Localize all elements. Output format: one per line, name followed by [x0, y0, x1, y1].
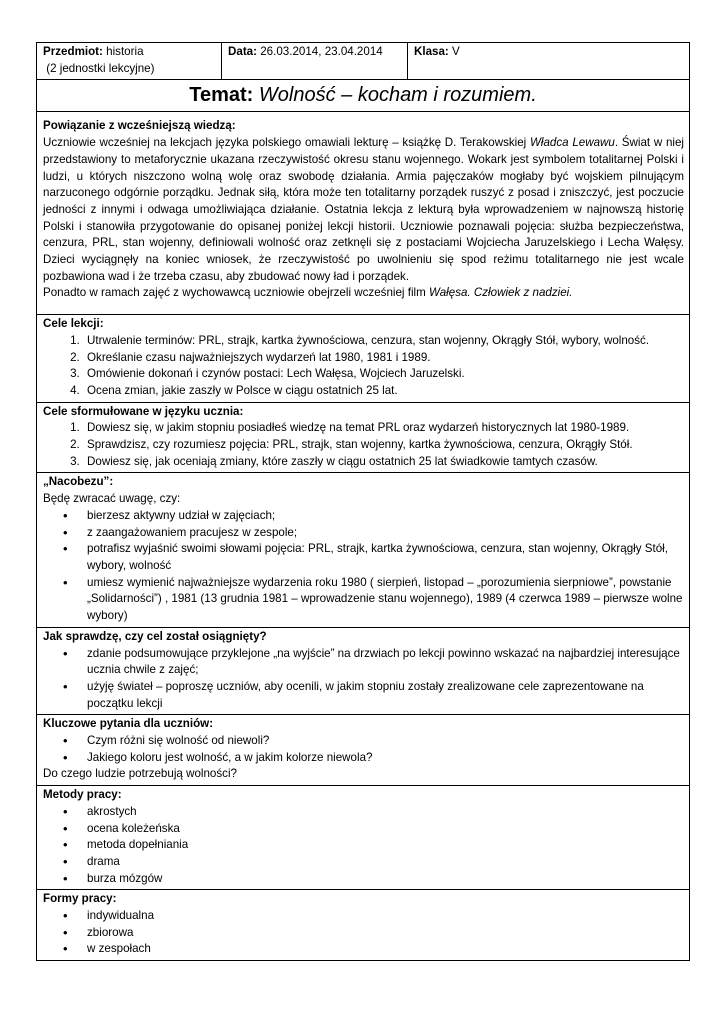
- form-item: • w zespołach: [87, 941, 684, 958]
- goals-heading: Cele lekcji:: [43, 317, 104, 331]
- topic-row: [37, 80, 690, 112]
- key-questions-row: [37, 715, 690, 786]
- forms-heading: Formy pracy:: [43, 892, 117, 906]
- nacobezu-item: • potrafisz wyjaśnić swoimi słowami pojęcia: PRL, strajk, kartka żywnościowa, cenzura, stan wojenny, Okrągły Stół, wybory, wolność: [87, 541, 684, 574]
- subject-value: historia: [106, 45, 144, 58]
- topic-title: Wolność – kocham i rozumiem.: [258, 84, 537, 107]
- methods-row: [37, 786, 690, 890]
- student-goal-item: 2. Sprawdzisz, czy rozumiesz pojęcia: PRL, strajk, stan wojenny, kartka żywnościowa, cenzura, Okrągły Stół.: [83, 437, 684, 454]
- key-question-extra: Do czego ludzie potrzebują wolności?: [43, 767, 237, 781]
- student-goal-item: 1. Dowiesz się, w jakim stopniu posiadłeś wiedzę na temat PRL oraz wydarzeń historycznych lat 1980-1989.: [83, 420, 684, 437]
- key-question-item: • Jakiego koloru jest wolność, a w jakim kolorze niewola?: [87, 750, 684, 767]
- methods-heading: Metody pracy:: [43, 788, 122, 802]
- class-label: Klasa:: [414, 45, 449, 58]
- key-questions-list: [43, 733, 684, 766]
- method-item: • akrostych: [87, 804, 684, 821]
- lesson-plan-table: [36, 42, 690, 961]
- connection-paragraph-1: [43, 135, 684, 285]
- nacobezu-intro: Będę zwracać uwagę, czy:: [43, 492, 181, 506]
- check-cell: [37, 627, 690, 715]
- class-value: V: [452, 45, 460, 58]
- methods-list: [43, 804, 684, 888]
- topic-label: Temat:: [189, 84, 254, 107]
- lesson-plan: [36, 42, 689, 961]
- goal-item: 4. Ocena zmian, jakie zaszły w Polsce w ciągu ostatnich 25 lat.: [83, 383, 684, 400]
- date-value: 26.03.2014, 23.04.2014: [260, 45, 383, 58]
- nacobezu-cell: [37, 473, 690, 627]
- goal-item: 3. Omówienie dokonań i czynów postaci: Lech Wałęsa, Wojciech Jaruzelski.: [83, 366, 684, 383]
- nacobezu-list: [43, 508, 684, 625]
- key-questions-heading: Kluczowe pytania dla uczniów:: [43, 717, 214, 731]
- goal-item: 2. Określanie czasu najważniejszych wydarzeń lat 1980, 1981 i 1989.: [83, 350, 684, 367]
- subject-note: (2 jednostki lekcyjne): [46, 61, 155, 75]
- student-goals-row: [37, 402, 690, 473]
- student-goal-item: 3. Dowiesz się, jak oceniają zmiany, które zaszły w ciągu ostatnich 25 lat świadkowie tamtych czasów.: [83, 454, 684, 471]
- connection-paragraph-2: [43, 285, 684, 312]
- check-row: [37, 627, 690, 715]
- forms-list: [43, 908, 684, 958]
- date-cell: [222, 43, 408, 80]
- methods-cell: [37, 786, 690, 890]
- nacobezu-row: [37, 473, 690, 627]
- check-item: • użyję świateł – poproszę uczniów, aby ocenili, w jakim stopniu zostały zrealizowane cele zaprezentowane na początku lekcji: [87, 679, 684, 712]
- subject-label: Przedmiot:: [43, 45, 103, 58]
- nacobezu-item: • z zaangażowaniem pracujesz w zespole;: [87, 525, 684, 542]
- student-goals-cell: [37, 402, 690, 473]
- method-item: • burza mózgów: [87, 871, 684, 888]
- connection-text-b: . Świat w niej przedstawiony to metaforycznie ukazana rzeczywistość okresu stanu wojennego. Wokark jest symbolem totalitarnej Polski i ludzi, u których niszczono wolną wolę oraz swobodę działania. Armia pajęczaków mogłaby być wojskiem pilnującym narzuconego odgórnie porządku. Jednak siłą, która może ten totalitarny porządek ruszyć z posad i zniszczyć, jest poczucie jedności z innymi i odwaga umożliwiająca działanie. Ostatnia lekcja z lekturą była wprowadzeniem w najnowszą historię Polski i stanowiła przygotowanie do opisanej poniżej lekcji historii. Uczniowie poznawali pojęcia: służba bezpieczeństwa, cenzura, PRL, stan wojenny, definiowali wolność oraz zetknęli się z postaciami Wojciecha Jaruzelskiego i Lecha Wałęsy. Dzieci wyciągnęły na koniec wniosek, że rzeczywistość po uwolnieniu się spod reżimu totalitarnego nie jest wcale pozbawiona wad i że trzeba czasu, aby zbudować nowy ład i porządek.: [43, 136, 684, 283]
- check-heading: Jak sprawdzę, czy cel został osiągnięty?: [43, 629, 267, 643]
- nacobezu-item: • bierzesz aktywny udział w zajęciach;: [87, 508, 684, 525]
- class-cell: [408, 43, 690, 80]
- method-item: • ocena koleżeńska: [87, 821, 684, 838]
- connection-row: [37, 112, 690, 315]
- film-title: Wałęsa. Człowiek z nadziei.: [428, 286, 573, 300]
- topic-cell: [37, 80, 690, 112]
- check-list: [43, 646, 684, 713]
- form-item: • indywidualna: [87, 908, 684, 925]
- nacobezu-heading: „Nacobezu”:: [43, 475, 114, 489]
- connection-heading: Powiązanie z wcześniejszą wiedzą:: [43, 119, 236, 133]
- student-goals-heading: Cele sformułowane w języku ucznia:: [43, 404, 244, 418]
- connection-text-a: Uczniowie wcześniej na lekcjach języka polskiego omawiali lekturę – książkę D. Terakowskiej: [43, 136, 530, 150]
- key-question-item: • Czym różni się wolność od niewoli?: [87, 733, 684, 750]
- connection-cell: [37, 112, 690, 315]
- goals-cell: [37, 315, 690, 403]
- goals-list: [43, 333, 684, 400]
- book-title: Władca Lewawu: [529, 136, 615, 150]
- header-row: [37, 43, 690, 80]
- film-intro: Ponadto w ramach zajęć z wychowawcą uczniowie obejrzeli wcześniej film: [43, 286, 429, 300]
- forms-cell: [37, 890, 690, 961]
- student-goals-list: [43, 420, 684, 470]
- form-item: • zbiorowa: [87, 925, 684, 942]
- nacobezu-item: • umiesz wymienić najważniejsze wydarzenia roku 1980 ( sierpień, listopad – „porozumienia sierpniowe”, powstanie „Solidarności”) , 1981 (13 grudnia 1981 – wprowadzenie stanu wojennego), 1989 (4 czerwca 1989 – pierwsze wolne wybory): [87, 575, 684, 625]
- forms-row: [37, 890, 690, 961]
- subject-cell: [37, 43, 222, 80]
- key-questions-cell: [37, 715, 690, 786]
- goal-item: 1. Utrwalenie terminów: PRL, strajk, kartka żywnościowa, cenzura, stan wojenny, Okrągły Stół, wybory, wolność.: [83, 333, 684, 350]
- method-item: • drama: [87, 854, 684, 871]
- goals-row: [37, 315, 690, 403]
- check-item: • zdanie podsumowujące przyklejone „na wyjście” na drzwiach po lekcji powinno wskazać na najbardziej interesujące ucznia chwile z zajęć;: [87, 646, 684, 679]
- date-label: Data:: [228, 45, 257, 58]
- method-item: • metoda dopełniania: [87, 837, 684, 854]
